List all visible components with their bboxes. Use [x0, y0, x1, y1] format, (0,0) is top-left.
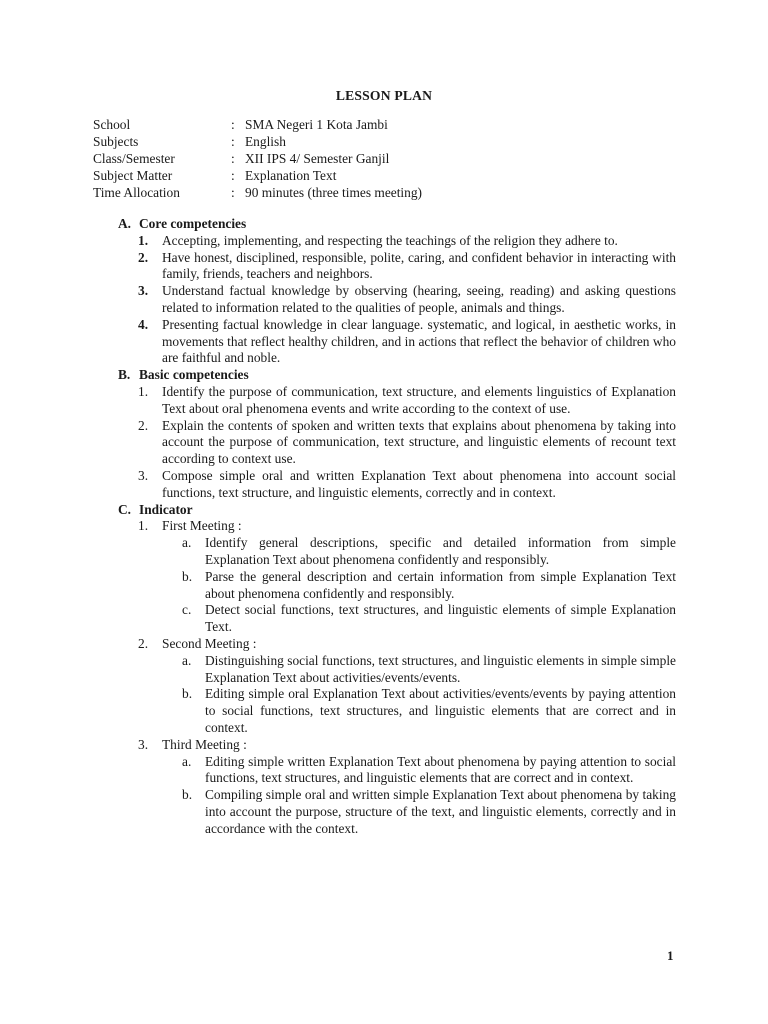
info-colon: : — [231, 117, 235, 132]
sub-item-letter: b. — [182, 686, 193, 702]
info-colon: : — [231, 151, 235, 166]
sub-item-letter: b. — [182, 568, 193, 584]
sub-item-text: Identify general descriptions, specific and detailed information from simple Explanation Text about phenomena confidently and responsibly. — [205, 535, 676, 567]
info-label: Class/Semester — [93, 151, 175, 166]
item-text: Have honest, disciplined, responsible, polite, caring, and confident behavior in interacting with family, friends, teachers and neighbors. — [162, 249, 676, 282]
sub-item-text: Editing simple oral Explanation Text about activities/events/events by paying attention to social functions, text structures, and linguistic elements that are correct and in context. — [205, 686, 676, 735]
sub-item-letter: a. — [182, 652, 192, 668]
sub-list-item — [118, 754, 676, 788]
info-value: SMA Negeri 1 Kota Jambi — [245, 117, 388, 132]
lesson-info-table — [93, 116, 693, 201]
item-number: 3. — [138, 736, 149, 752]
list-item — [118, 283, 676, 317]
info-row-school — [93, 116, 693, 133]
sub-list-item — [118, 535, 676, 569]
sub-list-item — [118, 569, 676, 603]
sub-item-letter: a. — [182, 535, 192, 551]
meeting-title: Second Meeting : — [162, 635, 257, 651]
info-value: 90 minutes (three times meeting) — [245, 185, 423, 200]
sub-list-item — [118, 653, 676, 687]
sub-item-letter: b. — [182, 787, 193, 803]
page-title: LESSON PLAN — [335, 88, 433, 103]
meeting-heading-second — [118, 636, 676, 653]
info-colon: : — [231, 134, 235, 149]
section-heading-indicator — [118, 502, 676, 519]
item-number: 2. — [138, 635, 149, 651]
section-title: Basic competencies — [139, 367, 249, 383]
sub-list-item — [118, 686, 676, 736]
meeting-title: First Meeting : — [162, 518, 242, 534]
info-row-class-semester — [93, 150, 693, 167]
list-item — [118, 418, 676, 468]
sub-item-letter: a. — [182, 753, 192, 769]
lesson-content — [118, 216, 676, 837]
info-label: School — [93, 117, 131, 132]
info-colon: : — [231, 168, 235, 183]
section-heading-core-competencies — [118, 216, 676, 233]
info-row-time-allocation — [93, 184, 693, 201]
item-number: 2. — [138, 417, 149, 433]
item-number: 4. — [138, 316, 149, 332]
item-text: Identify the purpose of communication, text structure, and elements linguistics of Explanation Text about oral phenomena events and write according to the context of use. — [162, 383, 676, 416]
list-item — [118, 233, 676, 250]
meeting-title: Third Meeting : — [162, 736, 247, 752]
list-item — [118, 317, 676, 367]
section-letter: A. — [118, 216, 132, 231]
sub-list-item — [118, 787, 676, 837]
item-text: Compose simple oral and written Explanation Text about phenomena into account social functions, text structure, and linguistic elements, correctly and in context. — [162, 467, 676, 500]
section-heading-basic-competencies — [118, 367, 676, 384]
item-number: 1. — [138, 232, 149, 248]
list-item — [118, 384, 676, 418]
list-item — [118, 250, 676, 284]
info-label: Time Allocation — [93, 185, 180, 200]
sub-item-text: Distinguishing social functions, text structures, and linguistic elements in simple simple Explanation Text about activities/events/events. — [205, 652, 676, 685]
info-value: XII IPS 4/ Semester Ganjil — [245, 151, 390, 166]
section-title: Indicator — [139, 501, 193, 517]
sub-item-text: Parse the general description and certain information from simple Explanation Text about phenomena confidently and responsibly. — [205, 568, 676, 601]
item-number: 1. — [138, 518, 149, 534]
info-row-subject-matter — [93, 167, 693, 184]
page-number: 1 — [667, 948, 674, 963]
info-colon: : — [231, 185, 235, 200]
item-text: Explain the contents of spoken and written texts that explains about phenomena by taking into account the purpose of communication, text structure, and linguistic elements of recount text according to context use. — [162, 417, 676, 467]
meeting-heading-first — [118, 518, 676, 535]
info-value: Explanation Text — [245, 168, 337, 183]
item-number: 2. — [138, 249, 149, 265]
section-letter: C. — [118, 501, 132, 517]
item-number: 3. — [138, 467, 149, 483]
section-letter: B. — [118, 367, 131, 383]
list-item — [118, 468, 676, 502]
item-text: Presenting factual knowledge in clear language. systematic, and logical, in aesthetic works, in movements that reflect healthy children, and in actions that reflect the behavior of children who are faithful and noble. — [162, 316, 676, 366]
sub-item-text: Compiling simple oral and written simple Explanation Text about phenomena by taking into account the purpose, structure of the text, and linguistic elements, correctly and in accordance with the context. — [205, 787, 676, 836]
info-label: Subjects — [93, 134, 139, 149]
sub-list-item — [118, 602, 676, 636]
item-number: 1. — [138, 383, 149, 399]
sub-item-text: Detect social functions, text structures, and linguistic elements of simple Explanation Text. — [205, 602, 676, 635]
sub-item-letter: c. — [182, 602, 192, 618]
item-text: Accepting, implementing, and respecting the teachings of the religion they adhere to. — [162, 232, 618, 248]
info-value: English — [245, 134, 286, 149]
meeting-heading-third — [118, 737, 676, 754]
item-number: 3. — [138, 283, 149, 299]
info-row-subjects — [93, 133, 693, 150]
sub-item-text: Editing simple written Explanation Text about phenomena by paying attention to social functions, text structures, and linguistic elements that are correct and in context. — [205, 753, 676, 786]
section-title: Core competencies — [139, 216, 247, 231]
item-text: Understand factual knowledge by observing (hearing, seeing, reading) and asking questions related to information related to the qualities of people, animals and things. — [162, 283, 676, 315]
info-label: Subject Matter — [93, 168, 173, 183]
